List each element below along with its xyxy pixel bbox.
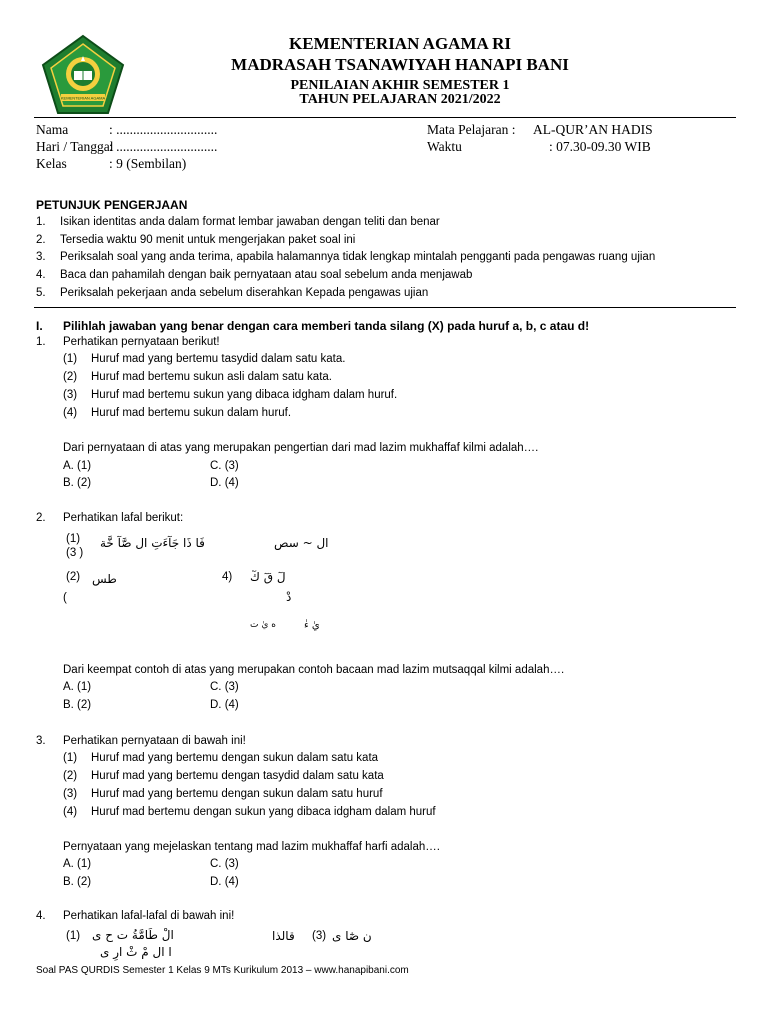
q3-option-d[interactable]: D. (4): [210, 876, 239, 888]
q1-statement-num: (1): [63, 353, 78, 365]
section-heading: I. Pilihlah jawaban yang benar dengan cara memberi tanda silang (X) pada huruf a, b, c atau d!: [36, 319, 590, 333]
ministry-title: KEMENTERIAN AGAMA RI: [289, 34, 511, 53]
q2-option-a[interactable]: A. (1): [63, 681, 92, 693]
nama-label: Nama: [36, 122, 69, 137]
nama-value: : ..............................: [109, 122, 218, 137]
q2-paren: (: [63, 592, 67, 604]
q3-statement-num: (1): [63, 752, 78, 764]
q2-option-b[interactable]: B. (2): [63, 699, 92, 711]
q1-statement: Huruf mad bertemu sukun yang dibaca idgham dalam huruf.: [91, 389, 398, 401]
waktu-label: Waktu: [427, 139, 462, 154]
mapel-label: Mata Pelajaran :: [427, 122, 516, 137]
q2-number: 2.: [36, 512, 46, 524]
q1-statement-num: (4): [63, 407, 78, 419]
q4-arabic-3: ن صٰٓا ى: [332, 929, 372, 943]
q3-statement: Huruf mad yang bertemu dengan sukun dalam satu kata: [91, 752, 379, 764]
q3-statement: Huruf mad yang bertemu dengan tasydid dalam satu kata: [91, 770, 384, 782]
q2-arabic-2: طس: [92, 572, 117, 586]
exam-title: PENILAIAN AKHIR SEMESTER 1: [290, 78, 510, 93]
q3-option-a[interactable]: A. (1): [63, 858, 92, 870]
q2-arabic-4-mark: دْ: [286, 590, 292, 604]
q2-arabic-3: ال ~ سص: [274, 536, 329, 550]
q2-label-2: (2): [66, 571, 81, 583]
page-footer: Soal PAS QURDIS Semester 1 Kelas 9 MTs Kurikulum 2013 – www.hanapibani.com: [36, 965, 409, 976]
q1-number: 1.: [36, 336, 46, 348]
logo-text: KEMENTERIAN AGAMA: [60, 95, 106, 101]
kelas-label: Kelas: [36, 156, 67, 171]
school-name: MADRASAH TSANAWIYAH HANAPI BANI: [231, 55, 569, 74]
q4-label-3: (3): [312, 930, 327, 942]
q3-number: 3.: [36, 735, 46, 747]
instructions-title: PETUNJUK PENGERJAAN: [36, 198, 188, 212]
header-divider: [34, 117, 736, 118]
q3-statement-num: (2): [63, 770, 78, 782]
q3-option-c[interactable]: C. (3): [210, 858, 239, 870]
q3-option-b[interactable]: B. (2): [63, 876, 92, 888]
q4-stem: Perhatikan lafal-lafal di bawah ini!: [63, 910, 235, 922]
section-divider: [34, 307, 736, 308]
q4-label-1: (1): [66, 930, 81, 942]
q3-statement: Huruf mad bertemu dengan sukun yang dibaca idgham dalam huruf: [91, 806, 436, 818]
q2-option-d[interactable]: D. (4): [210, 699, 239, 711]
q1-question: Dari pernyataan di atas yang merupakan pengertian dari mad lazim mukhaffaf kilmi adalah….: [63, 442, 539, 454]
q2-option-c[interactable]: C. (3): [210, 681, 239, 693]
q3-statement: Huruf mad yang bertemu dengan sukun dalam satu huruf: [91, 788, 383, 800]
q3-statement-num: (3): [63, 788, 78, 800]
q2-label-4: 4): [222, 571, 233, 583]
q1-statement: Huruf mad yang bertemu tasydid dalam satu kata.: [91, 353, 346, 365]
q1-stem: Perhatikan pernyataan berikut!: [63, 336, 220, 348]
q2-arabic-4-sub2: يٰ ءٰ: [304, 620, 320, 631]
q1-option-a[interactable]: A. (1): [63, 460, 92, 472]
q1-statement: Huruf mad bertemu sukun dalam huruf.: [91, 407, 292, 419]
q2-stem: Perhatikan lafal berikut:: [63, 512, 184, 524]
q2-question: Dari keempat contoh di atas yang merupakan contoh bacaan mad lazim mutsaqqal kilmi adalah….: [63, 664, 565, 676]
q1-statement: Huruf mad bertemu sukun asli dalam satu kata.: [91, 371, 332, 383]
mapel-value: AL-QUR’AN HADIS: [533, 122, 653, 137]
hari-label: Hari / Tanggal: [36, 139, 114, 154]
q2-label-3: (3 ): [66, 547, 84, 559]
q2-arabic-4-sub: ه يٰ ت: [250, 620, 276, 630]
q4-arabic-1: الْ طَامَّةُ ت ح ى: [92, 928, 174, 942]
q1-option-b[interactable]: B. (2): [63, 477, 92, 489]
hari-value: : ..............................: [109, 139, 218, 154]
q2-arabic-4: لٓ قٓ كٓ: [250, 570, 286, 584]
q1-statement-num: (2): [63, 371, 78, 383]
q1-statement-num: (3): [63, 389, 78, 401]
q2-label-1: (1): [66, 533, 81, 545]
q4-number: 4.: [36, 910, 46, 922]
kemenag-logo: [41, 34, 125, 116]
school-year: TAHUN PELAJARAN 2021/2022: [299, 92, 501, 107]
q4-arabic-2: قالذا: [272, 929, 295, 943]
waktu-value: : 07.30-09.30 WIB: [549, 139, 651, 154]
kelas-value: : 9 (Sembilan): [109, 156, 187, 171]
q1-option-d[interactable]: D. (4): [210, 477, 239, 489]
q3-stem: Perhatikan pernyataan di bawah ini!: [63, 735, 246, 747]
q2-arabic-1: فَا ذَا جَآءَتِ ال صَّآ خَّة: [100, 536, 205, 550]
q3-question: Pernyataan yang mejelaskan tentang mad lazim mukhaffaf harfi adalah….: [63, 841, 440, 853]
q1-option-c[interactable]: C. (3): [210, 460, 239, 472]
q3-statement-num: (4): [63, 806, 78, 818]
q4-arabic-1b: ا ال مْ ثْ ارِ ى: [100, 945, 172, 959]
